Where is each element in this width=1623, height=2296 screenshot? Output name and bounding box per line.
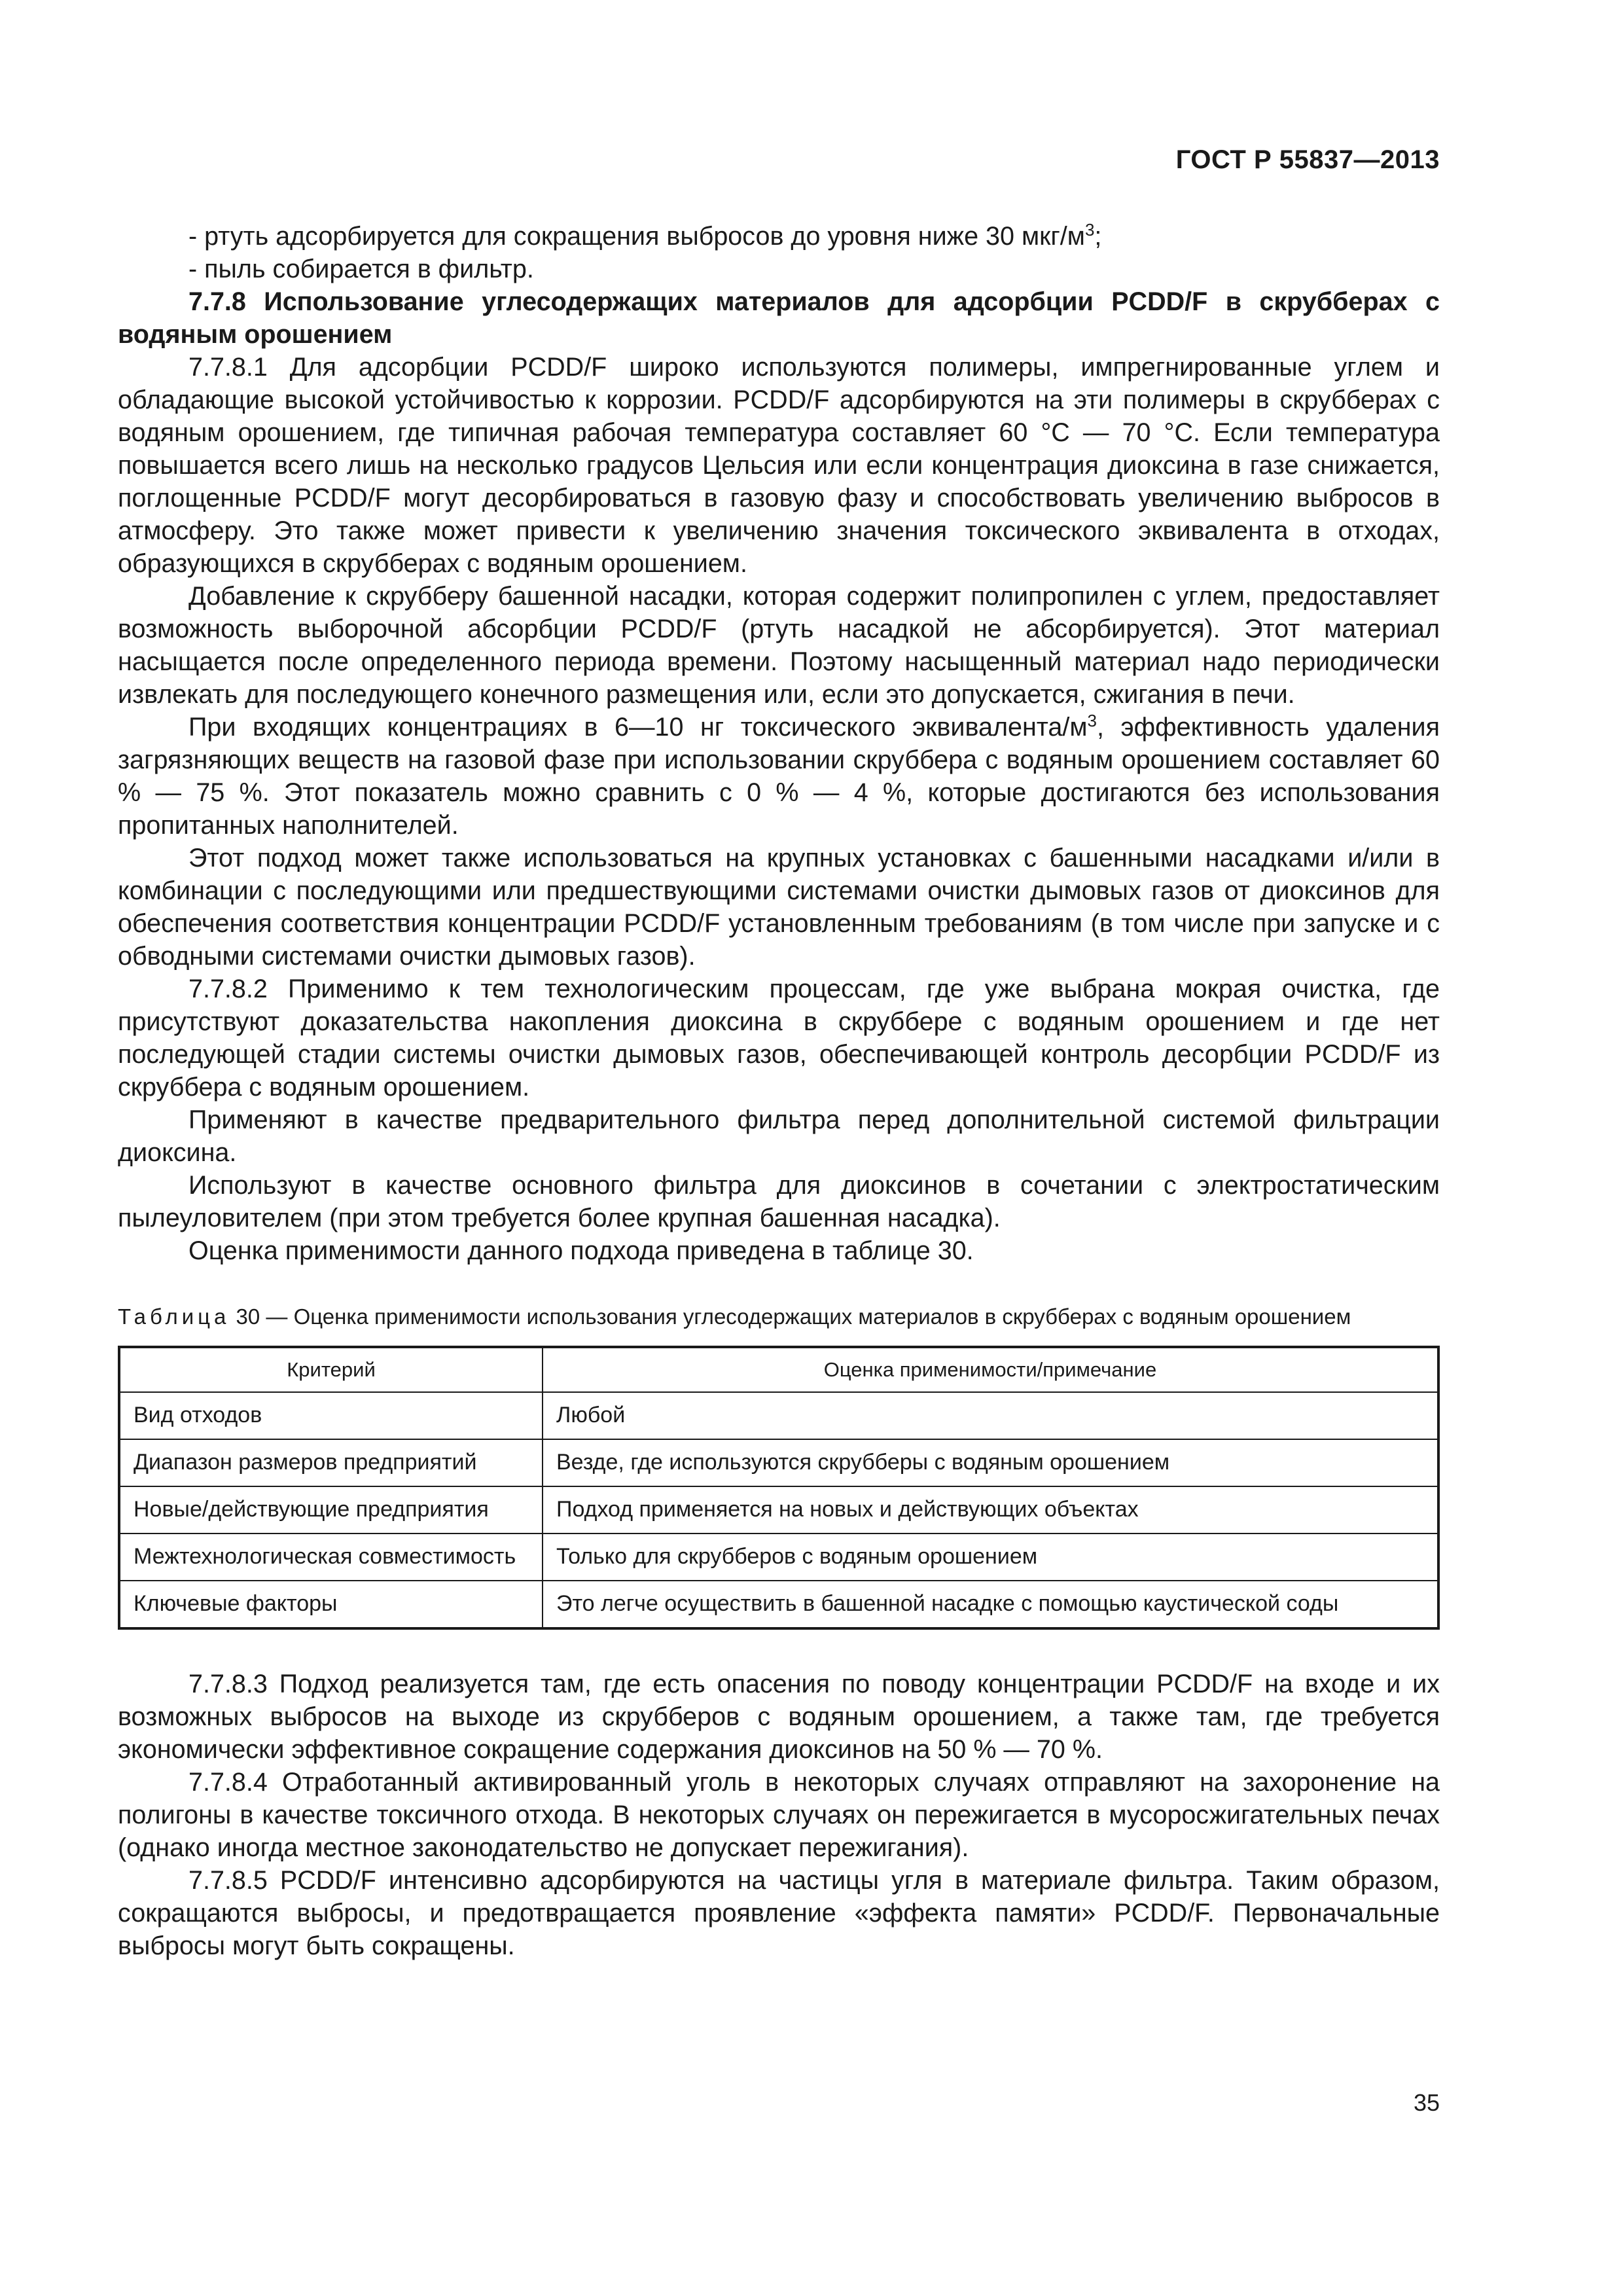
table-cell: Диапазон размеров предприятий [119,1439,543,1486]
column-header: Оценка применимости/примечание [543,1347,1438,1392]
paragraph: Используют в качестве основного фильтра для диоксинов в сочетании с электростатическим пылеуловителем (при этом требуется более крупная башенная насадка). [118,1171,1440,1232]
table-row [119,1439,1438,1486]
table-cell: Вид отходов [119,1392,543,1439]
table-cell: Только для скрубберов с водяным орошением [543,1534,1438,1581]
table-cell: Это легче осуществить в башенной насадке с помощью каустической соды [543,1581,1438,1628]
column-header: Критерий [119,1347,543,1392]
paragraph: 7.7.8.1 Для адсорбции PCDD/F широко используются полимеры, импрегнированные углем и обладающие высокой устойчивостью к коррозии. PCDD/F адсорбируются на эти полимеры в скрубберах с водяным орошением, где типичная рабочая температура составляет 60 °С — 70 °С. Если температура повышается всего лишь на несколько градусов Цельсия или если концентрация диоксина в газе снижается, поглощенные PCDD/F могут десорбироваться в газовую фазу и способствовать увеличению выбросов в атмосферу. Это также может привести к увеличению значения токсического эквивалента в отходах, образующихся в скрубберах с водяным орошением. [118,353,1440,578]
paragraph: 7.7.8.2 Применимо к тем технологическим процессам, где уже выбрана мокрая очистка, где присутствуют доказательства накопления диоксина в скруббере с водяным орошением и где нет последующей стадии системы очистки дымовых газов, обеспечивающей контроль десорбции PCDD/F из скруббера с водяным орошением. [118,975,1440,1102]
paragraph: Оценка применимости данного подхода приведена в таблице 30. [188,1236,974,1265]
bullet-item: - ртуть адсорбируется для сокращения выбросов до уровня ниже 30 мкг/$м^3$; [188,219,1102,251]
table-header-row [119,1347,1438,1392]
table-row [119,1392,1438,1439]
table-cell: Везде, где используются скрубберы с водяным орошением [543,1439,1438,1486]
table-cell: Подход применяется на новых и действующих объектах [543,1486,1438,1534]
table-cell: Новые/действующие предприятия [119,1486,543,1534]
table-cell: Ключевые факторы [119,1581,543,1628]
paragraph: Этот подход может также использоваться на крупных установках с башенными насадками и/или в комбинации с последующими или предшествующими системами очистки дымовых газов от диоксинов для обеспечения соответствия концентрации PCDD/F установленным требованиям (в том числе при запуске и с обводными системами очистки дымовых газов). [118,844,1440,971]
table-row [119,1486,1438,1534]
section-heading: 7.7.8 Использование углесодержащих материалов для адсорбции PCDD/F в скрубберах с водяным орошением [118,287,1440,349]
table-row [119,1534,1438,1581]
table-cell: Межтехнологическая совместимость [119,1534,543,1581]
page-number: 35 [1413,2089,1440,2116]
paragraph: При входящих концентрациях в 6—10 нг токсического эквивалента/$м^3$, эффективность удаления загрязняющих веществ на газовой фазе при использовании скруббера с водяным орошением составляет 60 % — 75 %. Этот показатель можно сравнить с 0 % — 4 %, которые достигаются без использования пропитанных наполнителей. [118,710,1440,840]
table-row [119,1581,1438,1628]
table-caption: Таблица 30 — Оценка применимости использования углесодержащих материалов в скрубберах с водяным орошением [118,1304,1351,1329]
page-body [118,220,1440,1962]
paragraph: Применяют в качестве предварительного фильтра перед дополнительной системой фильтрации диоксина. [118,1105,1440,1167]
paragraph: 7.7.8.4 Отработанный активированный уголь в некоторых случаях отправляют на захоронение на полигоны в качестве токсичного отхода. В некоторых случаях он пережигается в мусоросжигательных печах (однако иногда местное законодательство не допускает пережигания). [118,1768,1440,1862]
applicability-table [118,1346,1440,1630]
standard-number: ГОСТ Р 55837—2013 [1175,145,1440,174]
paragraph: 7.7.8.3 Подход реализуется там, где есть опасения по поводу концентрации PCDD/F на входе и их возможных выбросов на выходе из скрубберов с водяным орошением, а также там, где требуется экономически эффективное сокращение содержания диоксинов на 50 % — 70 %. [118,1670,1440,1764]
table-cell: Любой [543,1392,1438,1439]
paragraph: 7.7.8.5 PCDD/F интенсивно адсорбируются на частицы угля в материале фильтра. Таким образом, сокращаются выбросы, и предотвращается проявление «эффекта памяти» PCDD/F. Первоначальные выбросы могут быть сокращены. [118,1866,1440,1960]
bullet-item: - пыль собирается в фильтр. [188,255,534,283]
paragraph: Добавление к скрубберу башенной насадки, которая содержит полипропилен с углем, предоставляет возможность выборочной абсорбции PCDD/F (ртуть насадкой не абсорбируется). Этот материал насыщается после определенного периода времени. Поэтому насыщенный материал надо периодически извлекать для последующего конечного размещения или, если это допускается, сжигания в печи. [118,582,1440,709]
